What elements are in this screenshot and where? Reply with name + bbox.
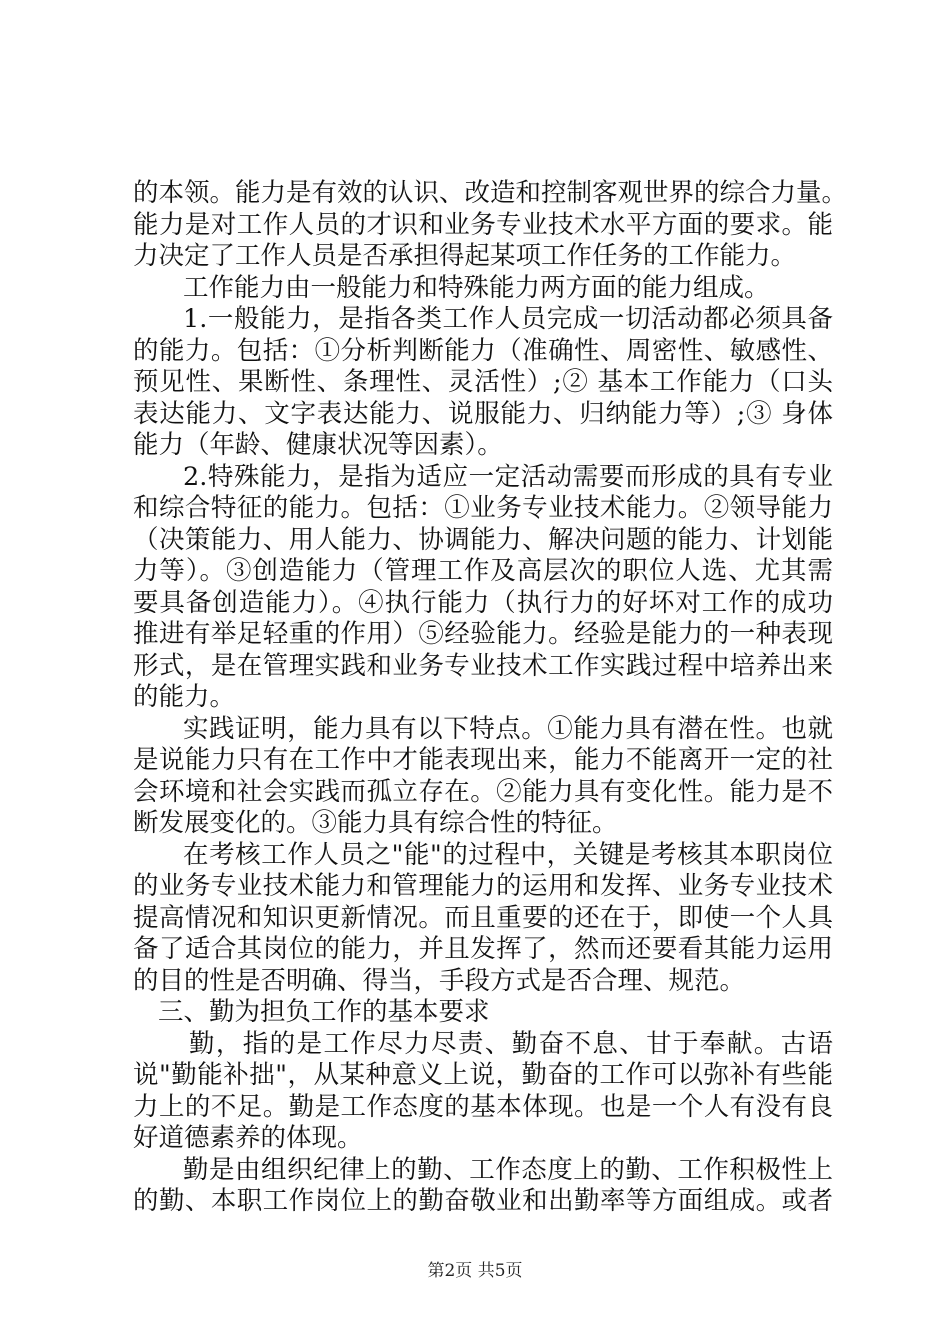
text-line: 的本领。能力是有效的认识、改造和控制客观世界的综合力量。 [133,178,848,208]
text-line: 好道德素养的体现。 [133,1123,363,1153]
text-line: 勤，指的是工作尽力尽责、勤奋不息、甘于奉献。古语 [189,1028,833,1059]
text-line: 力上的不足。勤是工作态度的基本体现。也是一个人有没有良 [133,1091,833,1122]
text-line: 预见性、果断性、条理性、灵活性）;② 基本工作能力（口头 [133,367,833,397]
text-line: 能力（年龄、健康状况等因素）。 [133,430,503,460]
text-line: 1.一般能力，是指各类工作人员完成一切活动都必须具备 [183,304,833,334]
page-footer: 第2页 共5页 [427,1261,523,1281]
text-line: 三、勤为担负工作的基本要求 [158,997,490,1027]
text-line: 是说能力只有在工作中才能表现出来，能力不能离开一定的社 [133,745,833,775]
text-line: 能力是对工作人员的才识和业务专业技术水平方面的要求。能 [133,209,833,240]
text-line: 和综合特征的能力。包括：①业务专业技术能力。②领导能力 [133,493,833,523]
text-line: 勤是由组织纪律上的勤、工作态度上的勤、工作积极性上 [183,1154,833,1185]
text-line: 要具备创造能力）。④执行能力（执行力的好坏对工作的成功 [133,587,833,618]
text-line: 会环境和社会实践而孤立存在。②能力具有变化性。能力是不 [133,776,833,807]
text-line: （决策能力、用人能力、协调能力、解决问题的能力、计划能 [133,524,833,555]
document-body [133,178,848,1218]
text-line: 表达能力、文字表达能力、说服能力、归纳能力等）;③ 身体 [133,398,833,429]
text-line: 推进有举足轻重的作用）⑤经验能力。经验是能力的一种表现 [133,619,833,649]
text-line: 在考核工作人员之"能"的过程中，关键是考核其本职岗位 [183,839,833,870]
text-line: 工作能力由一般能力和特殊能力两方面的能力组成。 [183,272,770,303]
text-line: 备了适合其岗位的能力，并且发挥了，然而还要看其能力运用 [133,934,833,964]
text-line: 力等）。③创造能力（管理工作及高层次的职位人选、尤其需 [133,556,833,586]
text-line: 提高情况和知识更新情况。而且重要的还在于，即使一个人具 [133,902,833,933]
text-line: 的能力。包括：①分析判断能力（准确性、周密性、敏感性、 [133,335,833,366]
text-line: 的能力。 [133,682,236,712]
text-line: 的业务专业技术能力和管理能力的运用和发挥、业务专业技术 [133,871,833,901]
text-line: 断发展变化的。③能力具有综合性的特征。 [133,808,618,838]
text-line: 力决定了工作人员是否承担得起某项工作任务的工作能力。 [133,241,797,271]
text-line: 形式，是在管理实践和业务专业技术工作实践过程中培养出来 [133,650,833,681]
text-line: 实践证明，能力具有以下特点。①能力具有潜在性。也就 [183,713,833,744]
text-line: 说"勤能补拙"，从某种意义上说，勤奋的工作可以弥补有些能 [133,1060,833,1090]
text-line: 的勤、本职工作岗位上的勤奋敬业和出勤率等方面组成。或者 [133,1186,833,1216]
text-line: 的目的性是否明确、得当，手段方式是否合理、规范。 [133,965,746,996]
text-line: 2.特殊能力，是指为适应一定活动需要而形成的具有专业 [183,461,833,492]
